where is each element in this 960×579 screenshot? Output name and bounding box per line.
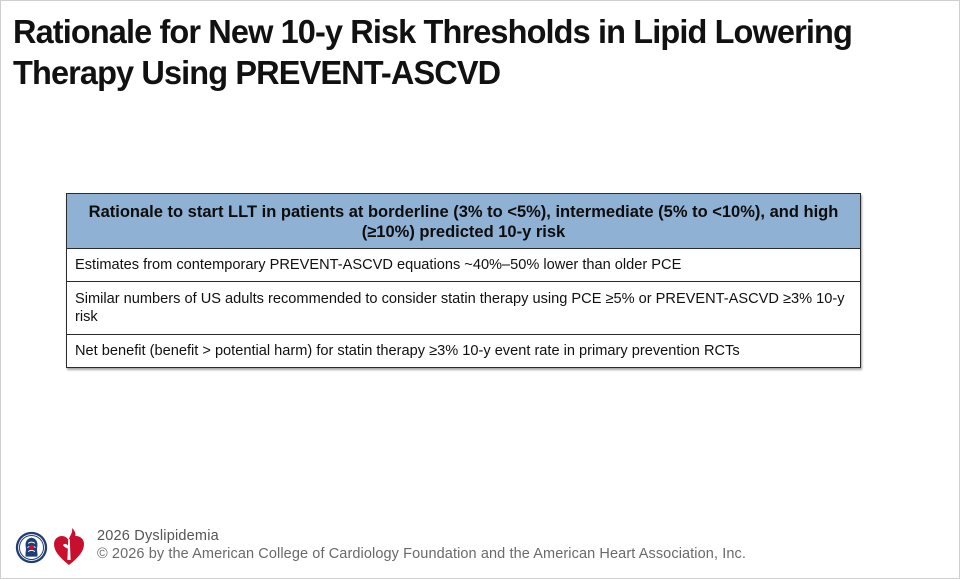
aha-heart-torch-icon	[53, 527, 85, 567]
footer-series-title: 2026 Dyslipidemia	[97, 528, 219, 544]
table-row	[67, 249, 861, 282]
table-header-cell: Rationale to start LLT in patients at borderline (3% to <5%), intermediate (5% to <10%), and high (≥10%) predicted 10-y risk	[67, 194, 861, 249]
rationale-table	[66, 193, 861, 368]
table-row	[67, 335, 861, 368]
footer-text	[97, 527, 746, 564]
acc-seal-icon	[15, 531, 48, 564]
slide-title: Rationale for New 10-y Risk Thresholds in Lipid Lowering Therapy Using PREVENT-ASCVD	[13, 13, 852, 91]
table-cell-similar-numbers: Similar numbers of US adults recommended to consider statin therapy using PCE ≥5% or PREVENT-ASCVD ≥3% 10-y risk	[67, 282, 861, 335]
table-cell-net-benefit: Net benefit (benefit > potential harm) for statin therapy ≥3% 10-y event rate in primary prevention RCTs	[67, 335, 861, 368]
footer	[15, 525, 915, 569]
table-header-row	[67, 194, 861, 249]
table-row	[67, 282, 861, 335]
table-cell-prevent-estimates: Estimates from contemporary PREVENT-ASCVD equations ~40%–50% lower than older PCE	[67, 249, 861, 282]
footer-copyright: © 2026 by the American College of Cardiology Foundation and the American Heart Association, Inc.	[97, 546, 746, 562]
